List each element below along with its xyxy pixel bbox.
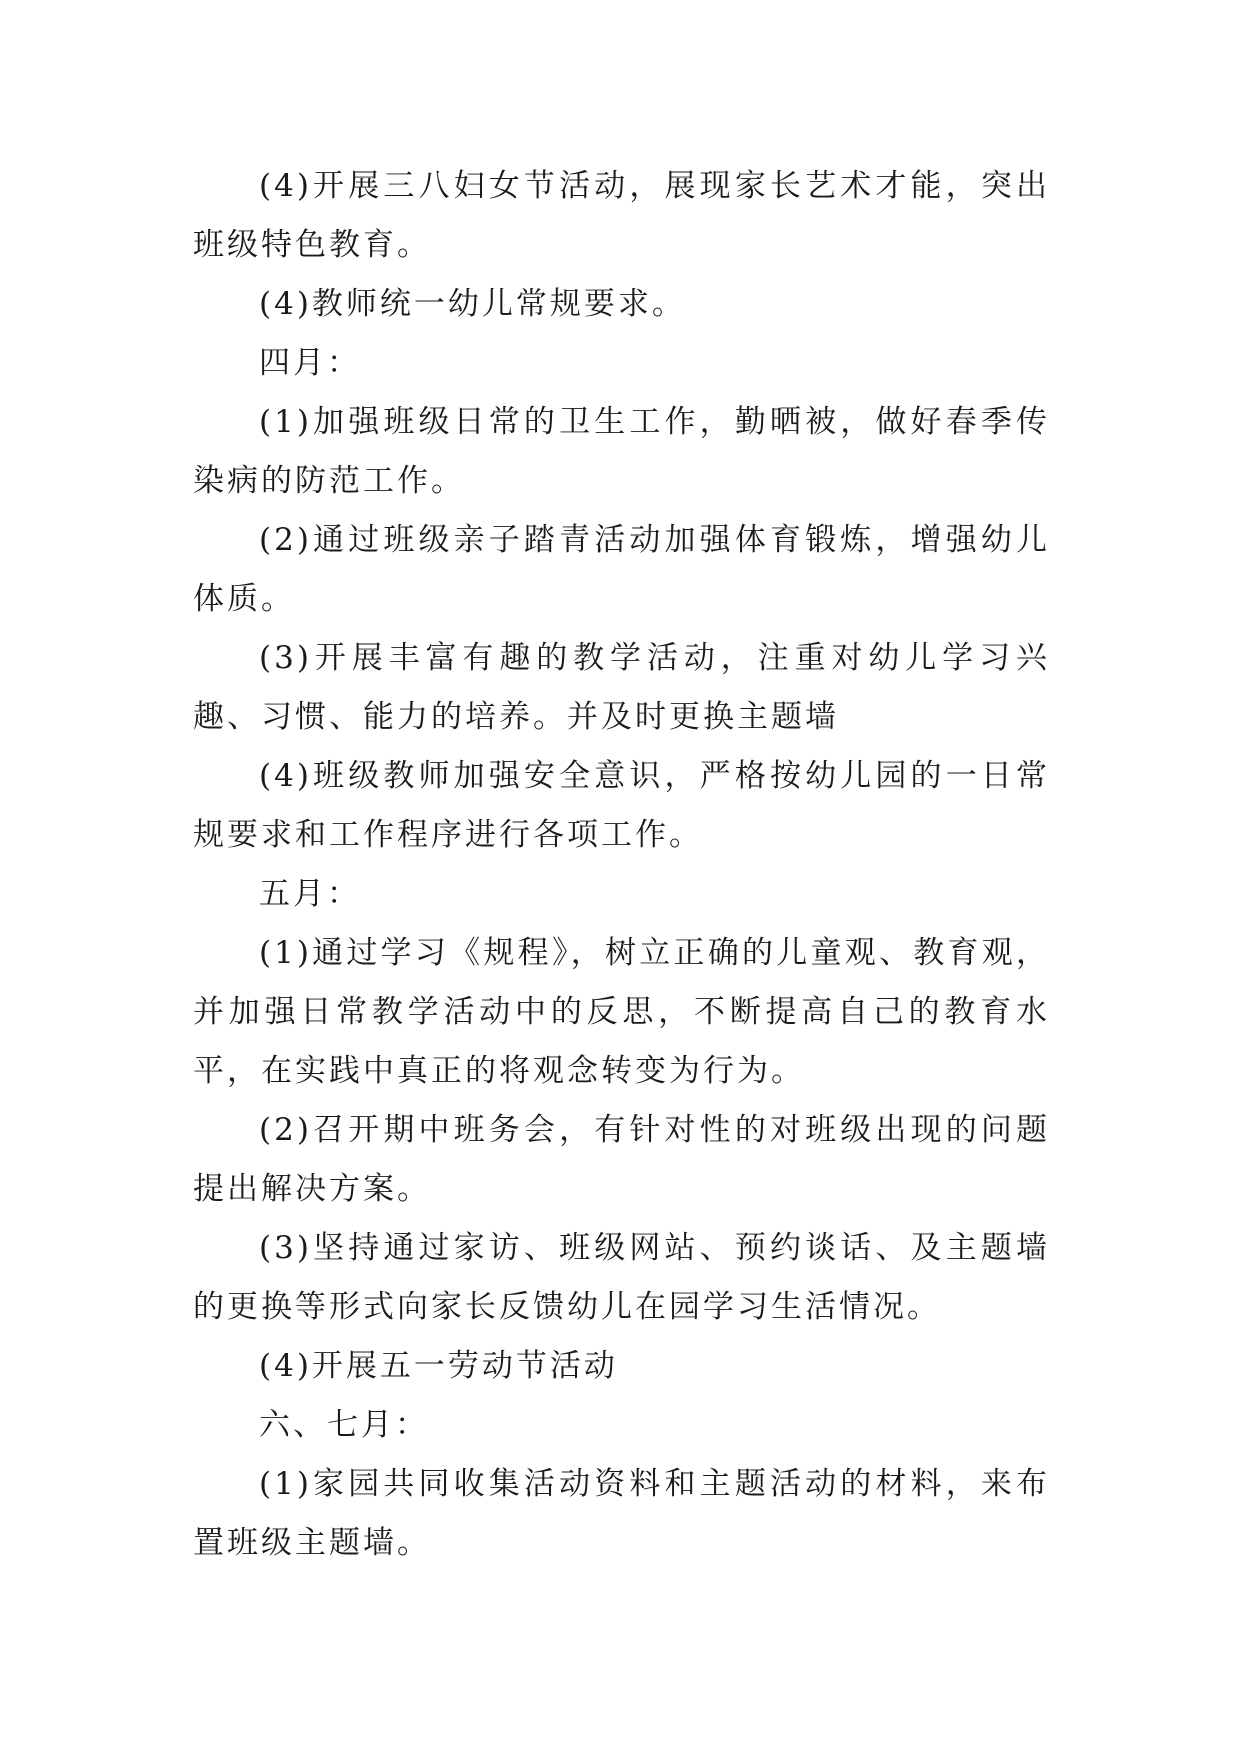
- paragraph-june-july-1: (1)家园共同收集活动资料和主题活动的材料，来布置班级主题墙。: [193, 1466, 1050, 1561]
- paragraph-may-4: (4)开展五一劳动节活动: [259, 1348, 618, 1384]
- paragraph-may-2: (2)召开期中班务会，有针对性的对班级出现的问题提出解决方案。: [193, 1112, 1050, 1207]
- paragraph-april-3: (3)开展丰富有趣的教学活动，注重对幼儿学习兴趣、习惯、能力的培养。并及时更换主题墙: [193, 640, 1050, 735]
- paragraph-may-3: (3)坚持通过家访、班级网站、预约谈话、及主题墙的更换等形式向家长反馈幼儿在园学习生活情况。: [193, 1230, 1050, 1325]
- document-body: [193, 157, 1050, 1573]
- paragraph-april-1: (1)加强班级日常的卫生工作，勤晒被，做好春季传染病的防范工作。: [193, 404, 1050, 499]
- heading-june-july: 六、七月：: [259, 1407, 429, 1443]
- paragraph-april-2: (2)通过班级亲子踏青活动加强体育锻炼，增强幼儿体质。: [193, 522, 1050, 617]
- paragraph-march-womens-day: (4)开展三八妇女节活动，展现家长艺术才能，突出班级特色教育。: [193, 168, 1050, 263]
- paragraph-april-4: (4)班级教师加强安全意识，严格按幼儿园的一日常规要求和工作程序进行各项工作。: [193, 758, 1050, 853]
- heading-may: 五月：: [259, 876, 361, 912]
- heading-april: 四月：: [259, 345, 361, 381]
- paragraph-march-routine: (4)教师统一幼儿常规要求。: [259, 286, 686, 322]
- paragraph-may-1: (1)通过学习《规程》，树立正确的儿童观、教育观，并加强日常教学活动中的反思，不断提高自己的教育水平，在实践中真正的将观念转变为行为。: [193, 935, 1050, 1089]
